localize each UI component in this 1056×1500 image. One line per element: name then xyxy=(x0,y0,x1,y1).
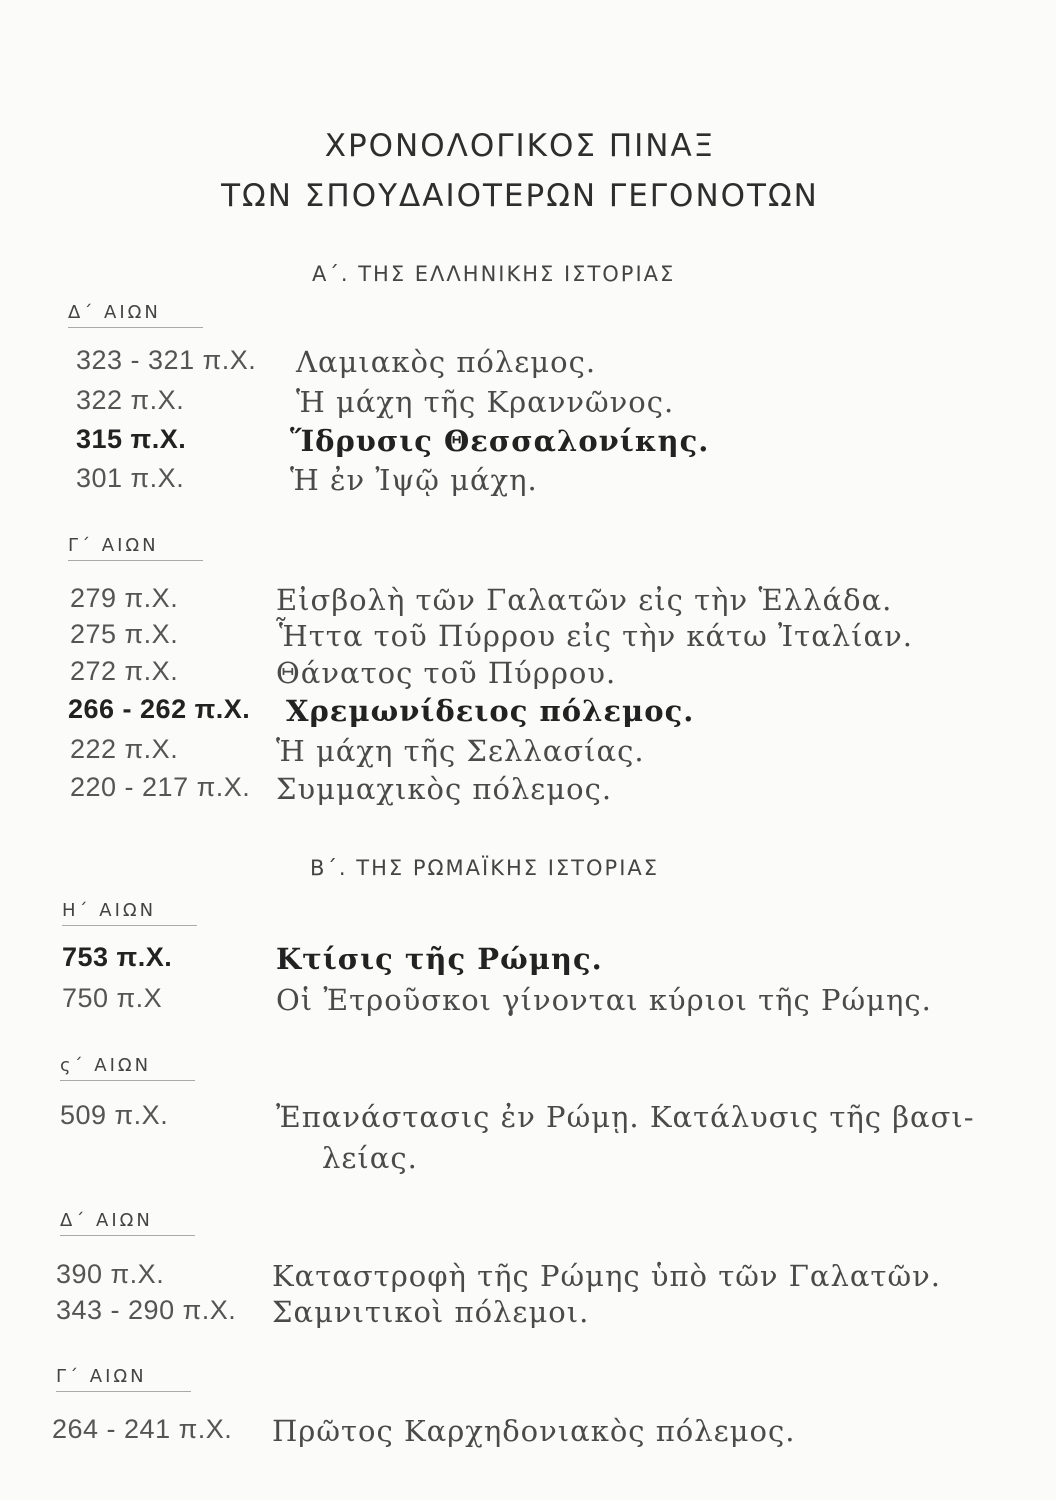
entry-event-continuation: λείας. xyxy=(322,1141,418,1175)
entry-event: Ἐπανάστασις ἐν Ρώμῃ. Κατάλυσις τῆς βασι- xyxy=(276,1100,975,1134)
century-label-text: ς΄ ΑΙΩΝ xyxy=(60,1055,152,1076)
entry-event: Καταστροφὴ τῆς Ρώμης ὑπὸ τῶν Γαλατῶν. xyxy=(272,1259,941,1293)
century-underline xyxy=(68,560,203,561)
century-label xyxy=(56,1366,191,1392)
entry-event: Ἡ ἐν Ἰψῷ μάχη. xyxy=(290,463,538,497)
entry-date: 264 - 241 π.Χ. xyxy=(52,1414,233,1444)
century-label xyxy=(60,1055,195,1081)
entry-event: Εἰσβολὴ τῶν Γαλατῶν εἰς τὴν Ἑλλάδα. xyxy=(276,583,893,617)
entry-event: Πρῶτος Καρχηδονιακὸς πόλεμος. xyxy=(272,1414,796,1448)
entry-event: Ἡ μάχη τῆς Κραννῶνος. xyxy=(296,385,675,419)
entry-event: Θάνατος τοῦ Πύρρου. xyxy=(276,656,617,690)
entry-date: 315 π.Χ. xyxy=(76,424,187,454)
entry-event: Συμμαχικὸς πόλεμος. xyxy=(276,772,613,806)
century-underline xyxy=(68,327,203,328)
timeline-entry xyxy=(0,583,1056,623)
timeline-entry xyxy=(0,424,1056,464)
entry-event: Ἵδρυσις Θεσσαλονίκης. xyxy=(290,424,710,458)
century-underline xyxy=(56,1391,191,1392)
timeline-entry xyxy=(0,1295,1056,1335)
entry-date: 322 π.Χ. xyxy=(76,385,185,415)
timeline-entry xyxy=(0,385,1056,425)
century-underline xyxy=(60,1080,195,1081)
timeline-entry xyxy=(0,983,1056,1023)
entry-date: 750 π.Χ xyxy=(62,983,163,1013)
timeline-entry xyxy=(0,1100,1056,1140)
timeline-entry xyxy=(0,772,1056,812)
timeline-entry xyxy=(0,942,1056,982)
entry-event: Ἧττα τοῦ Πύρρου εἰς τὴν κάτω Ἰταλίαν. xyxy=(276,619,913,653)
entry-date: 266 - 262 π.Χ. xyxy=(68,694,251,724)
century-label xyxy=(62,900,197,926)
timeline-entry xyxy=(0,345,1056,385)
timeline-entry xyxy=(0,619,1056,659)
entry-date: 509 π.Χ. xyxy=(60,1100,169,1130)
entry-date: 279 π.Χ. xyxy=(70,583,179,613)
century-underline xyxy=(60,1235,195,1236)
entry-event: Χρεμωνίδειος πόλεμος. xyxy=(286,694,695,728)
entry-event: Οἱ Ἐτροῦσκοι γίνονται κύριοι τῆς Ρώμης. xyxy=(276,983,932,1017)
timeline-entry xyxy=(0,694,1056,734)
timeline-entry xyxy=(0,656,1056,696)
century-label-text: Γ΄ ΑΙΩΝ xyxy=(68,535,159,556)
century-label-text: Δ΄ ΑΙΩΝ xyxy=(68,302,161,323)
century-label xyxy=(68,302,203,328)
section-heading-greek-history: Α΄. ΤΗΣ ΕΛΛΗΝΙΚΗΣ ΙΣΤΟΡΙΑΣ xyxy=(312,262,676,286)
century-underline xyxy=(62,925,197,926)
century-label xyxy=(68,535,203,561)
entry-event: Ἡ μάχη τῆς Σελλασίας. xyxy=(276,734,645,768)
entry-event: Κτίσις τῆς Ρώμης. xyxy=(276,942,603,976)
entry-date: 275 π.Χ. xyxy=(70,619,179,649)
century-label-text: Η΄ ΑΙΩΝ xyxy=(62,900,157,921)
timeline-entry xyxy=(0,463,1056,503)
timeline-entry xyxy=(0,1259,1056,1299)
entry-date: 753 π.Χ. xyxy=(62,942,173,972)
entry-date: 343 - 290 π.Χ. xyxy=(56,1295,237,1325)
timeline-entry xyxy=(0,734,1056,774)
entry-date: 222 π.Χ. xyxy=(70,734,179,764)
entry-date: 301 π.Χ. xyxy=(76,463,185,493)
entry-event: Λαμιακὸς πόλεμος. xyxy=(296,345,597,379)
entry-date: 390 π.Χ. xyxy=(56,1259,165,1289)
entry-date: 220 - 217 π.Χ. xyxy=(70,772,251,802)
entry-date: 323 - 321 π.Χ. xyxy=(76,345,257,375)
section-heading-roman-history: Β΄. ΤΗΣ ΡΩΜΑΪΚΗΣ ΙΣΤΟΡΙΑΣ xyxy=(310,856,660,880)
page-title-line-1: ΧΡΟΝΟΛΟΓΙΚΟΣ ΠΙΝΑΞ xyxy=(324,128,716,164)
entry-date: 272 π.Χ. xyxy=(70,656,179,686)
entry-event: Σαμνιτικοὶ πόλεμοι. xyxy=(272,1295,590,1329)
century-label-text: Δ΄ ΑΙΩΝ xyxy=(60,1210,153,1231)
timeline-entry xyxy=(0,1414,1056,1454)
century-label xyxy=(60,1210,195,1236)
century-label-text: Γ΄ ΑΙΩΝ xyxy=(56,1366,147,1387)
page-title-line-2: ΤΩΝ ΣΠΟΥΔΑΙΟΤΕΡΩΝ ΓΕΓΟΝΟΤΩΝ xyxy=(221,178,819,214)
